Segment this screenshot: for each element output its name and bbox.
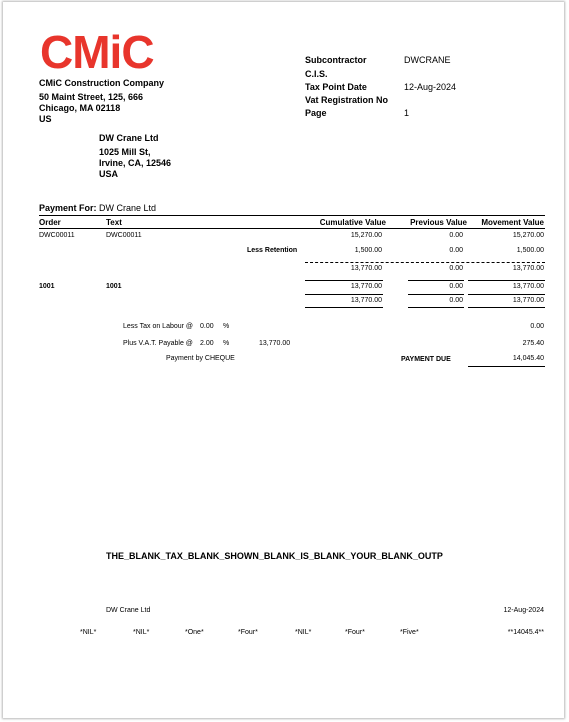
vat-rate: 2.00	[200, 340, 214, 347]
labour-tax-rate: 0.00	[200, 323, 214, 330]
row2-text: 1001	[106, 283, 122, 290]
cmic-logo	[40, 28, 180, 72]
company-name: CMiC Construction Company	[39, 78, 164, 88]
col-order-header: Order	[39, 218, 61, 227]
recipient-address-1: 1025 Mill St,	[99, 147, 151, 157]
cheque-payee: DW Crane Ltd	[106, 607, 151, 614]
tax-point-value: 12-Aug-2024	[404, 82, 457, 92]
rule-prev-2	[408, 294, 464, 295]
recipient-name: DW Crane Ltd	[99, 133, 159, 143]
vat-percent: %	[223, 340, 230, 347]
row2-cumulative: 13,770.00	[350, 283, 382, 290]
rule-cum-3	[305, 307, 383, 308]
payment-for	[39, 203, 156, 213]
payment-method: Payment by CHEQUE	[166, 355, 235, 362]
col-text-header: Text	[106, 218, 122, 227]
payment-due-rule	[468, 366, 545, 367]
blank-tax-notice: THE_BLANK_TAX_BLANK_SHOWN_BLANK_IS_BLANK_YOUR_BLANK_OUTP	[106, 551, 443, 561]
rule-cum-1	[305, 280, 383, 281]
retention-previous: 0.00	[449, 247, 463, 254]
retention-movement: 1,500.00	[516, 247, 544, 254]
recipient-country: USA	[99, 169, 119, 179]
labour-tax-label: Less Tax on Labour @	[123, 323, 194, 330]
cheque-word-7: *Five*	[400, 629, 419, 636]
cheque-word-5: *NIL*	[295, 629, 312, 636]
rule-mov-1	[468, 280, 545, 281]
cheque-word-4: *Four*	[238, 629, 258, 636]
company-country: US	[39, 114, 52, 124]
subtotal-previous: 0.00	[449, 265, 463, 272]
vat-registration-label: Vat Registration No	[305, 95, 389, 105]
cheque-word-2: *NIL*	[133, 629, 150, 636]
total-cumulative: 13,770.00	[350, 297, 382, 304]
retention-cumulative: 1,500.00	[354, 247, 382, 254]
total-previous: 0.00	[449, 297, 463, 304]
row2-movement: 13,770.00	[512, 283, 544, 290]
page-label: Page	[305, 108, 327, 118]
row1-movement: 15,270.00	[512, 232, 544, 239]
company-address-1: 50 Maint Street, 125, 666	[39, 92, 144, 102]
cheque-amount: **14045.4**	[507, 629, 544, 636]
payment-due-label: PAYMENT DUE	[401, 356, 451, 363]
column-header-rule	[39, 228, 545, 229]
payment-for-value: DW Crane Ltd	[99, 203, 157, 213]
rule-prev-1	[408, 280, 464, 281]
cheque-word-1: *NIL*	[80, 629, 97, 636]
header-rule	[39, 215, 545, 216]
rule-mov-3	[468, 307, 545, 308]
col-cumulative-header: Cumulative Value	[319, 218, 386, 227]
payment-for-label: Payment For:	[39, 203, 97, 213]
row1-previous: 0.00	[449, 232, 463, 239]
rule-cum-2	[305, 294, 383, 295]
company-address-2: Chicago, MA 02118	[39, 103, 121, 113]
rule-mov-2	[468, 294, 545, 295]
vat-label: Plus V.A.T. Payable @	[123, 340, 193, 347]
row1-text: DWC00011	[106, 232, 142, 239]
col-movement-header: Movement Value	[481, 218, 544, 227]
subcontractor-label: Subcontractor	[305, 55, 367, 65]
labour-tax-percent: %	[223, 323, 230, 330]
col-previous-header: Previous Value	[410, 218, 467, 227]
cheque-date: 12-Aug-2024	[503, 607, 544, 614]
cheque-word-3: *One*	[185, 629, 204, 636]
row1-order: DWC00011	[39, 232, 75, 239]
row1-cumulative: 15,270.00	[350, 232, 382, 239]
cis-label: C.I.S.	[305, 69, 328, 79]
total-movement: 13,770.00	[512, 297, 544, 304]
cheque-word-6: *Four*	[345, 629, 365, 636]
rule-prev-3	[408, 307, 464, 308]
subcontractor-value: DWCRANE	[404, 55, 451, 65]
page-value: 1	[404, 108, 410, 118]
row2-previous: 0.00	[449, 283, 463, 290]
subtotal-dashed-rule	[305, 262, 545, 263]
labour-tax-amount: 0.00	[530, 323, 544, 330]
svg-text:CMiC: CMiC	[40, 28, 154, 72]
vat-base: 13,770.00	[259, 340, 291, 347]
vat-amount: 275.40	[522, 340, 544, 347]
payment-due-value: 14,045.40	[512, 355, 544, 362]
recipient-address-2: Irvine, CA, 12546	[99, 158, 172, 168]
tax-point-label: Tax Point Date	[305, 82, 367, 92]
retention-label: Less Retention	[247, 247, 298, 254]
subtotal-cumulative: 13,770.00	[350, 265, 382, 272]
row2-order: 1001	[39, 283, 55, 290]
subtotal-movement: 13,770.00	[512, 265, 544, 272]
